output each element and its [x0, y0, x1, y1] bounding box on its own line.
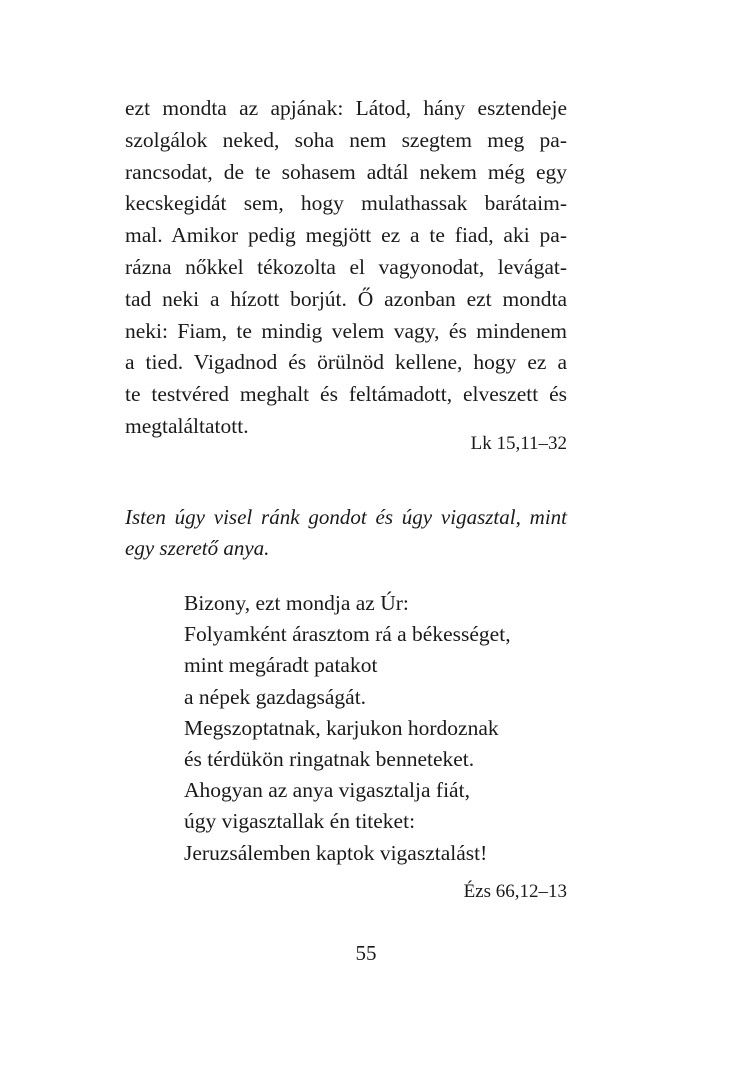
prose-line: tad neki a hízott borjút. Ő azonban ezt mondta — [125, 286, 567, 311]
prose-line: kecskegidát sem, hogy mulathassak barátaim- — [125, 191, 567, 216]
gospel-citation: Lk 15,11–32 — [470, 433, 567, 454]
verse-line: a népek gazdagságát. — [184, 684, 367, 709]
verse-line: Jeruzsálemben kaptok vigasztalást! — [184, 840, 488, 865]
verse-line: Ahogyan az anya vigasztalja fiát, — [184, 778, 470, 803]
prose-line: ezt mondta az apjának: Látod, hány esztendeje — [125, 96, 567, 120]
isaiah-verse — [184, 588, 511, 869]
verse-line: Folyamként árasztom rá a békességet, — [184, 622, 511, 647]
verse-line: Bizony, ezt mondja az Úr: — [184, 591, 409, 615]
section-intro — [125, 502, 567, 564]
isaiah-citation: Ézs 66,12–13 — [463, 881, 567, 902]
prose-line: rázna nőkkel tékozolta el vagyonodat, levágat- — [125, 254, 567, 279]
verse-line: mint megáradt patakot — [184, 653, 378, 678]
prose-line: szolgálok neked, soha nem szegtem meg pa- — [125, 127, 567, 152]
prose-line: mal. Amikor pedig megjött ez a te fiad, aki pa- — [125, 223, 567, 248]
verse-line: Megszoptatnak, karjukon hordoznak — [184, 715, 499, 740]
intro-line: egy szerető anya. — [125, 536, 270, 560]
page-number: 55 — [355, 941, 377, 965]
prose-line: a tied. Vigadnod és örülnöd kellene, hogy ez a — [125, 350, 567, 375]
verse-line: és térdükön ringatnak benneteket. — [184, 746, 475, 771]
prose-line: neki: Fiam, te mindig velem vagy, és mindenem — [125, 318, 567, 343]
verse-line: úgy vigasztallak én titeket: — [184, 809, 416, 834]
prose-line: rancsodat, de te sohasem adtál nekem még egy — [125, 159, 567, 184]
intro-line: Isten úgy visel ránk gondot és úgy vigasztal, mint — [125, 505, 567, 529]
prose-line: te testvéred meghalt és feltámadott, elveszett és — [125, 382, 567, 407]
gospel-passage — [125, 93, 567, 443]
prose-line: megtaláltatott. — [125, 413, 249, 438]
